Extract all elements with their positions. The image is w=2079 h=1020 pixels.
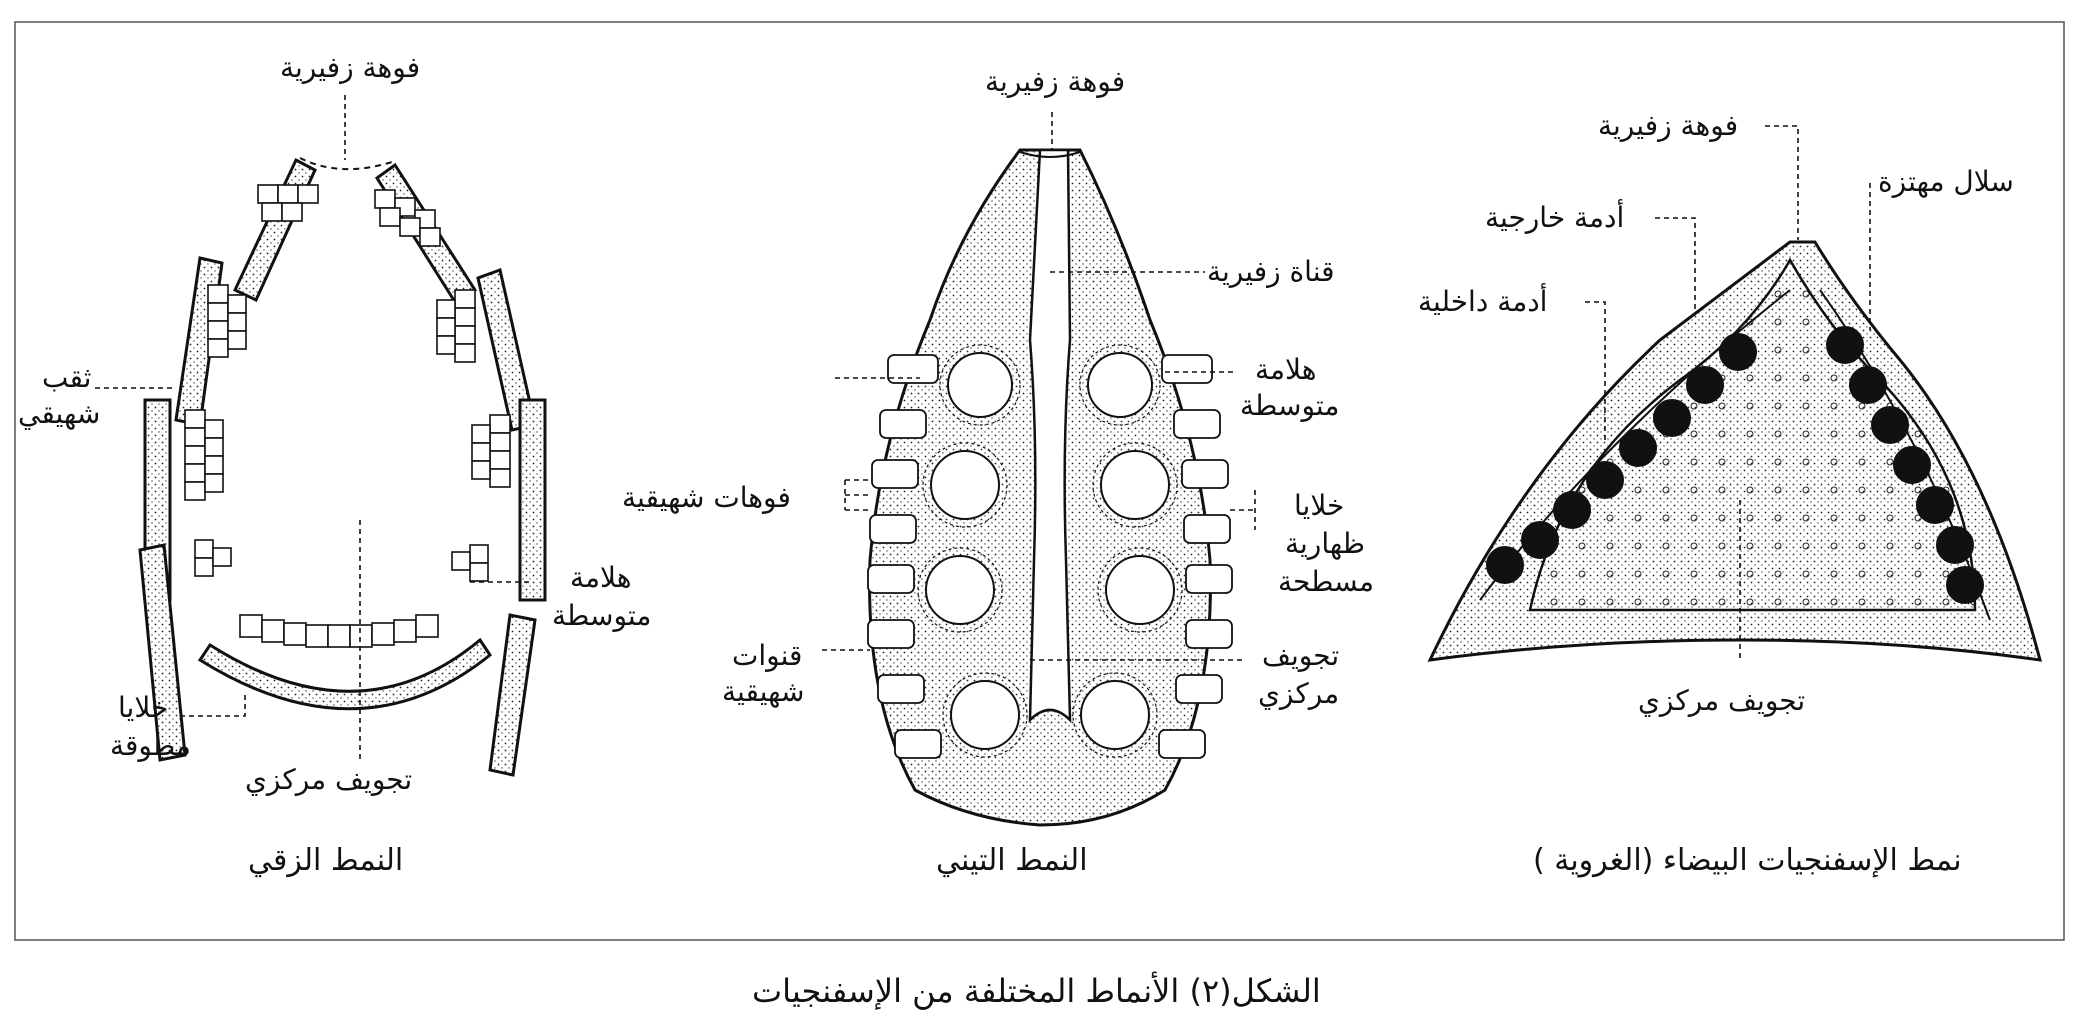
sycon-incurrent-canals-label-2: شهيقية xyxy=(722,675,805,708)
leucon-inner-dermis-label: أدمة داخلية xyxy=(1418,285,1548,318)
sycon-pinacocytes-label-1: خلايا xyxy=(1294,489,1345,522)
ascon-mesohyl-label-2: متوسطة xyxy=(552,599,652,632)
sycon-exhalant-canal-label: قناة زفيرية xyxy=(1207,255,1335,288)
sycon-spongocoel-label-1: تجويف xyxy=(1262,639,1340,672)
leucon-osculum-label: فوهة زفيرية xyxy=(1598,109,1739,142)
ascon-title: النمط الزقي xyxy=(248,843,404,878)
ascon-choanocytes-label-1: خلايا xyxy=(118,691,169,724)
sycon-pinacocytes-label-3: مسطحة xyxy=(1278,565,1375,598)
figure-caption: الشكل(٢) الأنماط المختلفة من الإسفنجيات xyxy=(752,972,1321,1010)
sycon-title: النمط التيني xyxy=(936,843,1088,878)
leucon-outer-dermis-label: أدمة خارجية xyxy=(1485,201,1625,234)
leucon-title: نمط الإسفنجيات البيضاء (الغروية ) xyxy=(1533,843,1962,878)
ascon-ostium-label-2: شهيقي xyxy=(18,397,101,430)
sycon-diagram xyxy=(868,150,1232,825)
sycon-incurrent-canals-label-1: قنوات xyxy=(732,639,803,672)
ascon-osculum-label: فوهة زفيرية xyxy=(280,51,421,84)
ascon-choanocytes xyxy=(185,185,510,647)
sycon-mesohyl-label-2: متوسطة xyxy=(1240,389,1340,422)
sycon-spongocoel-label-2: مركزي xyxy=(1258,677,1340,710)
ascon-ostium-label-1: ثقب xyxy=(42,361,92,394)
leucon-spongocoel-label: تجويف مركزي xyxy=(1638,684,1806,717)
ascon-osculum-line xyxy=(300,158,392,169)
sycon-osculum-label: فوهة زفيرية xyxy=(985,65,1126,98)
sycon-mesohyl-label-1: هلامة xyxy=(1255,353,1317,386)
sycon-ostia-label: فوهات شهيقية xyxy=(622,481,791,514)
ascon-choanocytes-label-2: مطوقة xyxy=(110,729,191,762)
sycon-pinacocytes-label-2: ظهارية xyxy=(1285,527,1366,560)
leucon-flagellated-chambers-label: سلال مهتزة xyxy=(1878,165,2014,198)
ascon-spongocoel-label: تجويف مركزي xyxy=(245,763,413,796)
ascon-mesohyl-label-1: هلامة xyxy=(570,561,632,594)
